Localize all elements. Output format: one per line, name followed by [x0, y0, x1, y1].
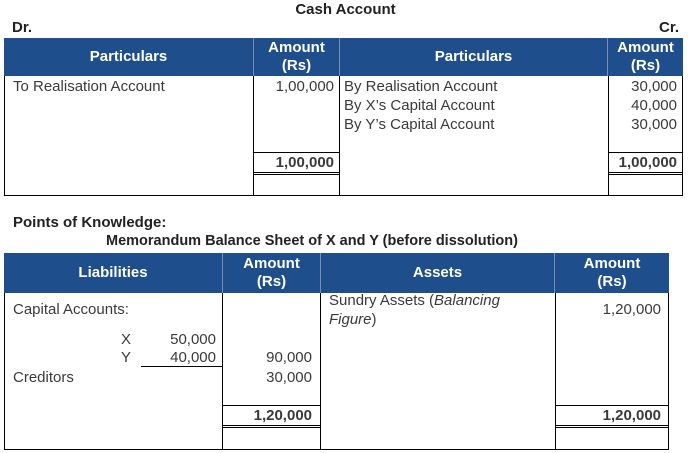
credit-row-amount: 40,000 [631, 97, 677, 114]
total-double-rule [222, 425, 321, 426]
subtotal-rule [141, 366, 223, 367]
assets-amount-header-line1: Amount [583, 255, 641, 272]
divider [339, 76, 340, 196]
creditors-amount: 30,000 [266, 369, 312, 386]
dr-label: Dr. [12, 19, 33, 36]
debit-amount-header-line2: (Rs) [281, 57, 312, 74]
balancing-figure-text: Balancing Figure [329, 292, 500, 328]
assets-header: Assets [321, 253, 555, 293]
debit-particulars-header: Particulars [4, 38, 254, 76]
partner-x-name: X [121, 331, 132, 348]
partner-x-amount: 50,000 [170, 331, 216, 348]
liabilities-amount-header-line1: Amount [243, 255, 300, 272]
balance-sheet-title: Memorandum Balance Sheet of X and Y (before dissolution) [106, 233, 518, 249]
cr-label: Cr. [658, 19, 679, 36]
creditors-label: Creditors [13, 369, 74, 386]
sundry-assets-text: Sundry Assets ( [329, 292, 435, 309]
liabilities-amount-header [223, 253, 321, 293]
credit-row-amount: 30,000 [631, 78, 677, 95]
partner-y-amount: 40,000 [170, 349, 216, 366]
credit-amount-header-line2: (Rs) [630, 57, 661, 74]
sundry-assets-close: ) [371, 311, 377, 328]
debit-row-particulars: To Realisation Account [13, 78, 165, 95]
capital-total-amount: 90,000 [266, 349, 312, 366]
total-double-rule [222, 427, 321, 428]
debit-row-amount: 1,00,000 [275, 78, 334, 95]
total-double-rule [608, 174, 683, 175]
total-double-rule [608, 172, 683, 173]
credit-amount-header-line1: Amount [617, 39, 674, 56]
liabilities-total: 1,20,000 [253, 407, 312, 424]
debit-amount-header-line1: Amount [268, 39, 325, 56]
total-double-rule [555, 427, 669, 428]
partner-y-name: Y [121, 349, 132, 366]
sundry-assets-amount: 1,20,000 [602, 301, 661, 318]
cash-account-title: Cash Account [295, 1, 396, 18]
assets-amount-header [555, 253, 669, 293]
debit-amount-header [254, 38, 340, 76]
capital-accounts-label: Capital Accounts: [13, 301, 129, 318]
debit-total: 1,00,000 [275, 154, 334, 171]
credit-particulars-header: Particulars [340, 38, 608, 76]
credit-row-particulars: By Y’s Capital Account [344, 116, 495, 133]
credit-row-particulars: By Realisation Account [344, 78, 498, 95]
credit-amount-header [608, 38, 683, 76]
credit-row-particulars: By X’s Capital Account [344, 97, 495, 114]
liabilities-amount-header-line2: (Rs) [256, 273, 287, 290]
points-of-knowledge-heading: Points of Knowledge: [13, 214, 167, 231]
total-double-rule [253, 174, 340, 175]
liabilities-header: Liabilities [4, 253, 223, 293]
assets-total: 1,20,000 [602, 407, 661, 424]
credit-total: 1,00,000 [618, 154, 677, 171]
total-double-rule [253, 172, 340, 173]
credit-row-amount: 30,000 [631, 116, 677, 133]
assets-amount-header-line2: (Rs) [597, 273, 627, 290]
total-double-rule [555, 425, 669, 426]
sundry-assets-label [329, 291, 529, 329]
